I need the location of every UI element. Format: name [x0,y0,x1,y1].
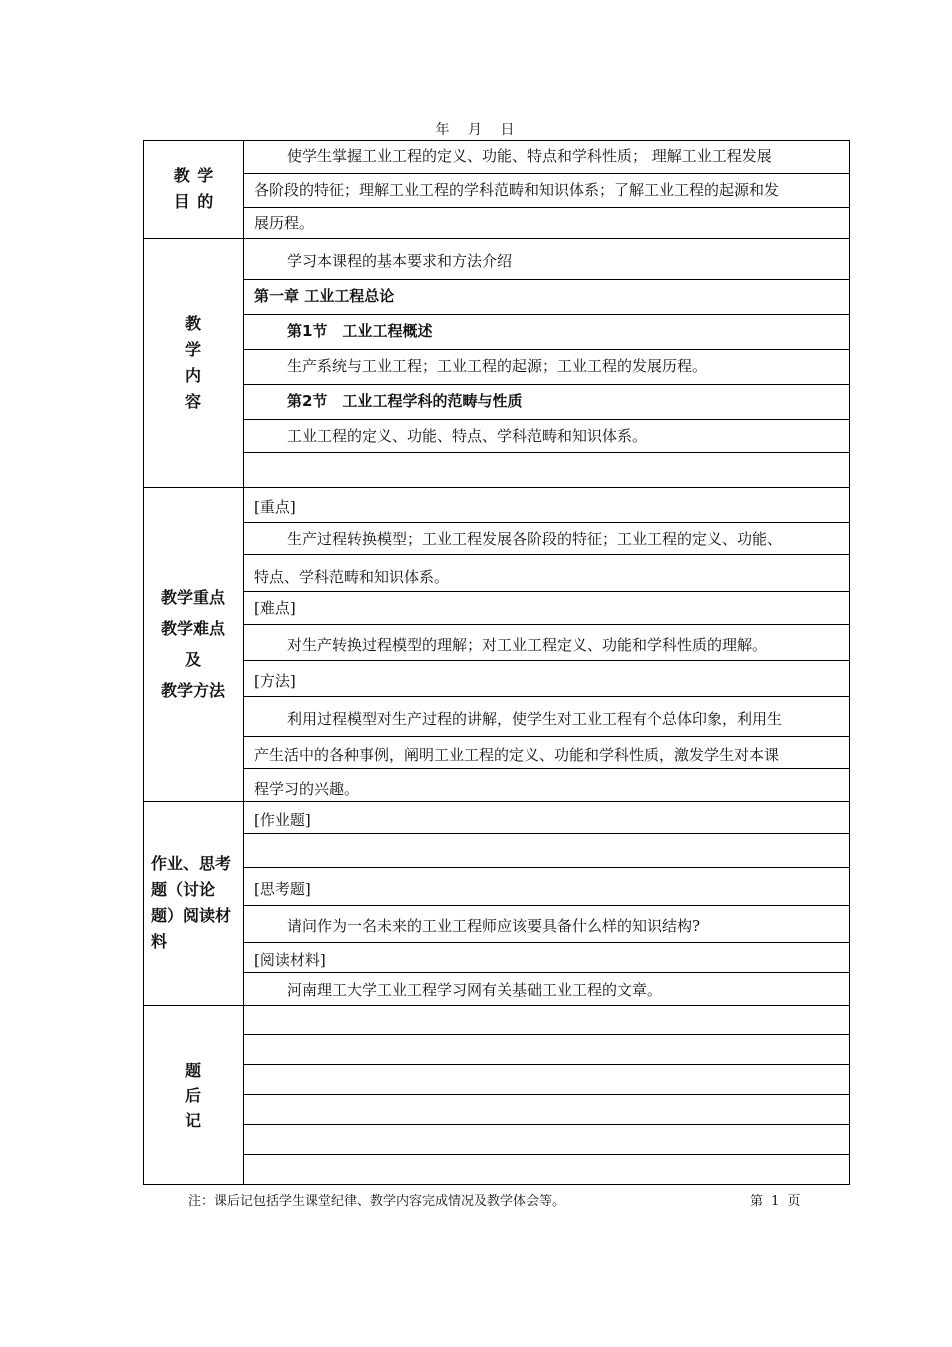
postscript-line-1 [244,1005,850,1035]
key-points-line-2: 特点、学科范畴和知识体系。 [244,555,850,592]
postscript-label-text: 题 后 记 [184,1060,201,1130]
postscript-line-2 [244,1035,850,1065]
method-line-2: 产生活中的各种事例，阐明工业工程的定义、功能和学科性质，激发学生对本课 [244,737,850,769]
objectives-label-text: 教 学 目 的 [173,166,215,211]
key-points-heading: [重点] [244,491,850,523]
difficulty-heading: [难点] [244,592,850,625]
postscript-line-3 [244,1065,850,1095]
objectives-line-1: 使学生掌握工业工程的定义、功能、特点和学科性质； 理解工业工程发展 [244,140,850,174]
footer-note: 注：课后记包括学生课堂纪律、教学内容完成情况及教学体会等。 [188,1194,566,1209]
content-section-1-title: 第1节 工业工程概述 [244,315,850,350]
homework-blank-line [244,834,850,868]
content-label-text: 教 学 内 容 [184,313,201,411]
objectives-line-2: 各阶段的特征；理解工业工程的学科范畴和知识体系；了解工业工程的起源和发 [244,174,850,208]
key-points-label-text: 教学重点 教学难点 及 教学方法 [160,588,225,700]
content-section-1-detail: 生产系统与工业工程；工业工程的起源；工业工程的发展历程。 [244,350,850,385]
content-line-intro: 学习本课程的基本要求和方法介绍 [244,245,850,280]
objectives-label [143,140,244,238]
method-line-1: 利用过程模型对生产过程的讲解，使学生对工业工程有个总体印象，利用生 [244,697,850,737]
homework-label-text: 作业、思考 题（讨论 题）阅读材 料 [151,854,232,951]
thinking-heading: [思考题] [244,868,850,906]
thinking-question: 请问作为一名未来的工业工程师应该要具备什么样的知识结构? [244,906,850,943]
reading-material: 河南理工大学工业工程学习网有关基础工业工程的文章。 [287,981,663,999]
difficulty-line: 对生产转换过程模型的理解；对工业工程定义、功能和学科性质的理解。 [244,625,850,661]
date-line: 年 月 日 [435,122,517,138]
homework-heading: [作业题] [244,801,850,834]
content-blank-line [244,453,850,487]
page-number: 第 1 页 [750,1194,801,1209]
content-chapter-title: 第一章 工业工程总论 [244,280,850,315]
objectives-line-3: 展历程。 [254,214,315,232]
key-points-label [143,487,244,801]
postscript-line-6 [244,1155,850,1185]
content-section-2-detail: 工业工程的定义、功能、特点、学科范畴和知识体系。 [244,420,850,453]
method-line-3: 程学习的兴趣。 [254,780,360,798]
postscript-line-4 [244,1095,850,1125]
key-points-line-1: 生产过程转换模型；工业工程发展各阶段的特征；工业工程的定义、功能、 [244,523,850,555]
section-divider [143,238,850,239]
method-heading: [方法] [244,661,850,697]
postscript-label [143,1005,244,1185]
content-label [143,238,244,487]
homework-label [143,801,244,1005]
postscript-line-5 [244,1125,850,1155]
reading-heading: [阅读材料] [244,943,850,973]
section-divider [143,487,850,488]
content-section-2-title: 第2节 工业工程学科的范畴与性质 [244,385,850,420]
